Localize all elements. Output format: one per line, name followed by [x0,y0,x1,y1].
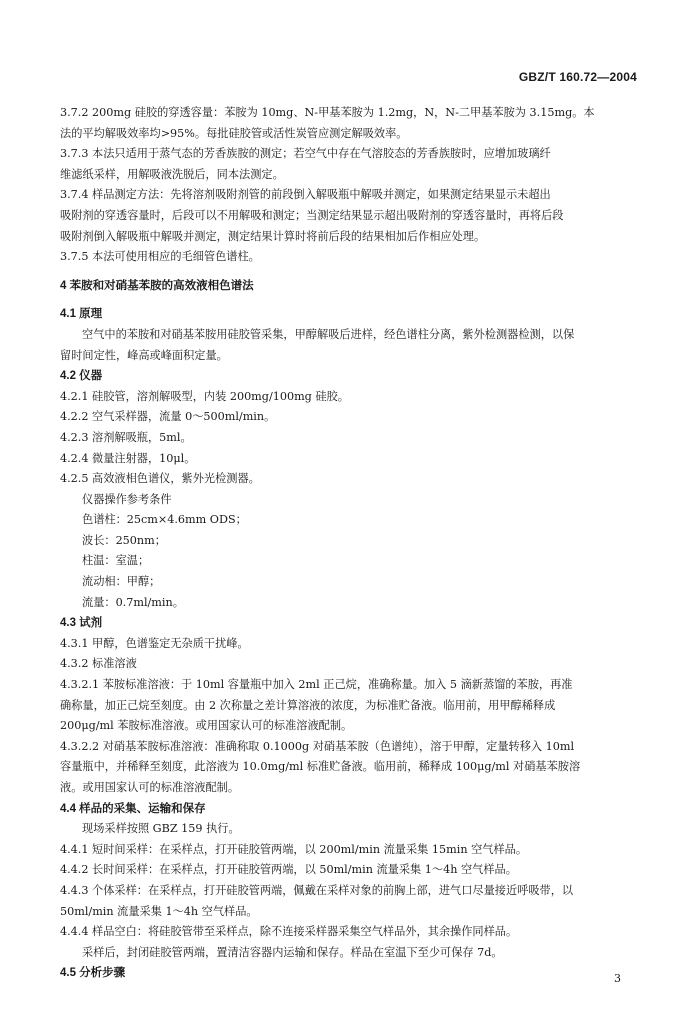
sampling-standard-text: 现场采样按照 GBZ 159 执行。 [82,822,240,836]
item-4-4-2: 4.4.2 长时间采样：在采样点，打开硅胶管两端，以 50ml/min 流量采集 1～4h 空气样品。 [60,863,517,877]
section-4-5-heading: 4.5 分析步骤 [60,967,126,980]
standard-code-header: GBZ/T 160.72—2004 [518,70,637,84]
condition-temperature: 柱温：室温； [82,554,150,568]
principle-text: 空气中的苯胺和对硝基苯胺用硅胶管采集，甲醇解吸后进样，经色谱柱分离，紫外检测器检测，以保 [82,327,575,341]
clause-3-7-4: 3.7.4 样品测定方法：先将溶剂吸附剂管的前段倒入解吸瓶中解吸并测定，如果测定结果显示未超出 [60,188,551,202]
item-4-2-5: 4.2.5 高效液相色谱仪，紫外光检测器。 [60,472,260,486]
item-4-4-4: 4.4.4 样品空白：将硅胶管带至采样点，除不连接采样器采集空气样品外，其余操作同样品。 [60,925,518,939]
item-4-2-4: 4.2.4 微量注射器，10μl。 [60,451,196,465]
clause-3-7-4-cont: 吸附剂的穿透容量时，后段可以不用解吸和测定；当测定结果显示超出吸附剂的穿透容量时，再将后段 [60,208,564,222]
condition-mobile-phase: 流动相：甲醇； [82,575,161,589]
item-4-4-1: 4.4.1 短时间采样：在采样点，打开硅胶管两端，以 200ml/min 流量采集 15min 空气样品。 [60,842,528,856]
condition-flow: 流量：0.7ml/min。 [82,595,184,609]
item-4-3-1: 4.3.1 甲醇，色谱鉴定无杂质干扰峰。 [60,636,249,650]
item-4-2-1: 4.2.1 硅胶管，溶剂解吸型，内装 200mg/100mg 硅胶。 [60,389,349,403]
section-4-4-heading: 4.4 样品的采集、运输和保存 [60,802,206,815]
item-4-4-3-cont: 50ml/min 流量采集 1～4h 空气样品。 [60,904,258,918]
section-4-3-heading: 4.3 试剂 [60,617,103,630]
item-4-3-2-2-cont: 容量瓶中，并稀释至刻度，此溶液为 10.0mg/ml 标准贮备液。临用前，稀释成 100μg/ml 对硝基苯胺溶 [60,760,581,774]
section-4-1-heading: 4.1 原理 [60,308,103,321]
item-4-3-2-1: 4.3.2.1 苯胺标准溶液：于 10ml 容量瓶中加入 2ml 正己烷，准确称量。加入 5 滴新蒸馏的苯胺，再准 [60,678,573,692]
item-4-2-2: 4.2.2 空气采样器，流量 0～500ml/min。 [60,410,276,424]
item-4-3-2-1-cont: 200μg/ml 苯胺标准溶液。或用国家认可的标准溶液配制。 [60,719,353,733]
clause-3-7-2: 3.7.2 200mg 硅胶的穿透容量：苯胺为 10mg、N-甲基苯胺为 1.2mg，N，N-二甲基苯胺为 3.15mg。本 [60,106,595,119]
page-number: 3 [614,972,621,985]
item-4-3-2-2-cont: 液。或用国家认可的标准溶液配制。 [60,781,240,794]
condition-column: 色谱柱：25cm×4.6mm ODS； [82,513,247,527]
conditions-heading: 仪器操作参考条件 [82,492,172,506]
clause-3-7-2-cont: 法的平均解吸效率均>95%。每批硅胶管或活性炭管应测定解吸效率。 [60,126,408,140]
storage-text: 采样后，封闭硅胶管两端，置清洁容器内运输和保存。样品在室温下至少可保存 7d。 [82,945,503,959]
condition-wavelength: 波长：250nm； [82,533,166,547]
clause-3-7-5: 3.7.5 本法可使用相应的毛细管色谱柱。 [60,250,260,264]
clause-3-7-4-cont: 吸附剂倒入解吸瓶中解吸并测定，测定结果计算时将前后段的结果相加后作相应处理。 [60,229,486,243]
clause-3-7-3: 3.7.3 本法只适用于蒸气态的芳香族胺的测定；若空气中存在气溶胶态的芳香族胺时，应增加玻璃纤 [60,147,551,161]
item-4-3-2: 4.3.2 标准溶液 [60,657,137,671]
item-4-3-2-2: 4.3.2.2 对硝基苯胺标准溶液：准确称取 0.1000g 对硝基苯胺（色谱纯），溶于甲醇，定量转移入 10ml [60,739,575,753]
clause-3-7-3-cont: 维滤纸采样，用解吸液洗脱后，同本法测定。 [60,167,284,181]
section-4-2-heading: 4.2 仪器 [60,370,103,383]
item-4-3-2-1-cont: 确称量，加正己烷至刻度。由 2 次称量之差计算溶液的浓度，为标准贮备液。临用前，用甲醇稀释成 [60,698,556,712]
item-4-4-3: 4.4.3 个体采样：在采样点，打开硅胶管两端，佩戴在采样对象的前胸上部，进气口尽量接近呼吸带，以 [60,883,574,897]
principle-text-cont: 留时间定性，峰高或峰面积定量。 [60,348,228,362]
section-4-heading: 4 苯胺和对硝基苯胺的高效液相色谱法 [60,279,254,292]
page-body [60,103,638,984]
item-4-2-3: 4.2.3 溶剂解吸瓶，5ml。 [60,430,192,444]
